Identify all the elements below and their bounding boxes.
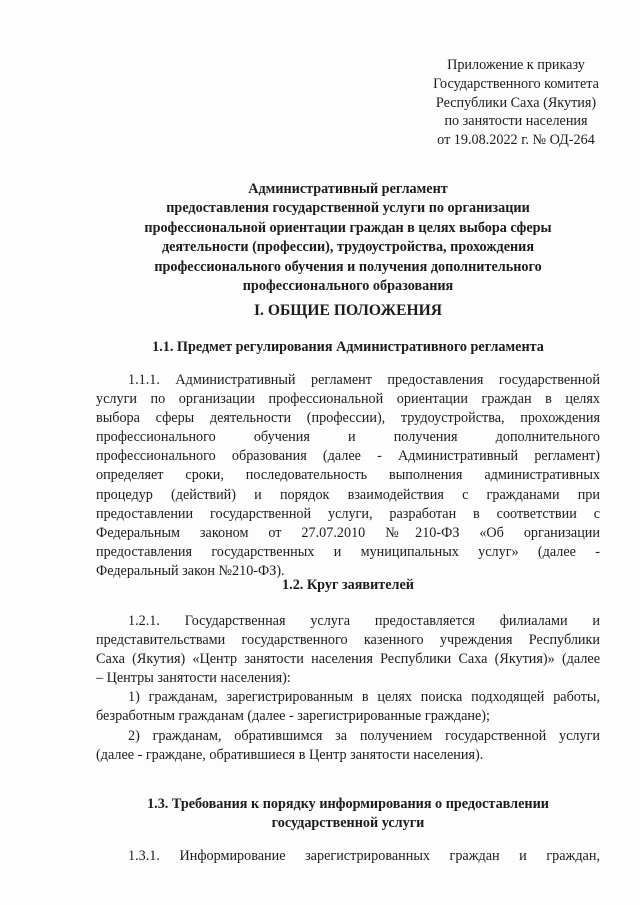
paragraph-line: предоставлении государственной услуги, разработан в соответствии с (96, 505, 600, 522)
title-line: профессиональной ориентации граждан в целях выбора сферы (144, 219, 552, 236)
header-line: Государственного комитета (433, 75, 599, 92)
list-item-line: 1) гражданам, зарегистрированным в целях поиска подходящей работы, (128, 689, 600, 706)
paragraph-1-3-1 (96, 847, 600, 866)
subsection-heading-1-3 (96, 795, 600, 834)
paragraph-line: определяет сроки, последовательность выполнения административных (96, 467, 600, 484)
paragraph-line: Саха (Якутия) «Центр занятости населения Республики Саха (Якутия)» (далее (96, 651, 600, 668)
subsection-heading-1-2: 1.2. Круг заявителей (282, 577, 414, 593)
section-heading-general-provisions: I. ОБЩИЕ ПОЛОЖЕНИЯ (253, 302, 443, 319)
heading-line: государственной услуги (271, 815, 425, 832)
list-item-line: безработным гражданам (далее - зарегистрированные граждане); (96, 708, 490, 725)
header-line: от 19.08.2022 г. № ОД-264 (437, 132, 595, 149)
list-item-line: 2) гражданам, обратившимся за получением государственной услуги (128, 727, 600, 744)
title-line: профессионального образования (242, 278, 454, 295)
paragraph-line: выбора сферы деятельности (профессии), трудоустройства, прохождения (96, 410, 600, 427)
paragraph-line: – Центры занятости населения): (96, 670, 291, 687)
header-line: по занятости населения (444, 113, 588, 130)
title-line: профессионального обучения и получения дополнительного (154, 258, 542, 275)
title-line: деятельности (профессии), трудоустройства, прохождения (161, 239, 535, 256)
paragraph-line: профессионального образования (далее - Административный регламент) (96, 448, 600, 465)
subsection-heading-1-1: 1.1. Предмет регулирования Административного регламента (152, 339, 544, 355)
paragraph-line: 1.3.1. Информирование зарегистрированных граждан и граждан, (128, 848, 600, 864)
paragraph-line: предоставления государственных и муниципальных услуг» (далее - (96, 543, 600, 560)
list-item-line: (далее - граждане, обратившиеся в Центр занятости населения). (96, 746, 484, 763)
paragraph-1-1-1 (96, 371, 600, 581)
paragraph-line: Федеральный закон №210-ФЗ). (96, 562, 285, 579)
paragraph-line: представительствами государственного казенного учреждения Республики (96, 632, 600, 649)
paragraph-line: 1.1.1. Административный регламент предоставления государственной (128, 372, 600, 388)
title-line: предоставления государственной услуги по организации (166, 200, 530, 217)
paragraph-line: профессионального обучения и получения дополнительного (96, 429, 600, 446)
title-line: Административный регламент (248, 181, 448, 197)
paragraph-line: процедур (действий) и порядок взаимодействия с гражданами при (96, 486, 600, 503)
order-appendix-header (428, 56, 604, 150)
paragraph-line: Федеральным законом от 27.07.2010 №210-ФЗ «Об организации (96, 524, 600, 541)
header-line: Приложение к приказу (447, 57, 585, 73)
paragraph-1-2-1 (96, 612, 600, 765)
paragraph-line: 1.2.1. Государственная услуга предоставляется филиалами и (128, 613, 600, 629)
paragraph-line: услуги по организации профессиональной ориентации граждан в целях (96, 391, 600, 408)
heading-line: 1.3. Требования к порядку информирования о предоставлении (147, 796, 549, 812)
header-line: Республики Саха (Якутия) (435, 94, 597, 111)
document-title (96, 180, 600, 296)
